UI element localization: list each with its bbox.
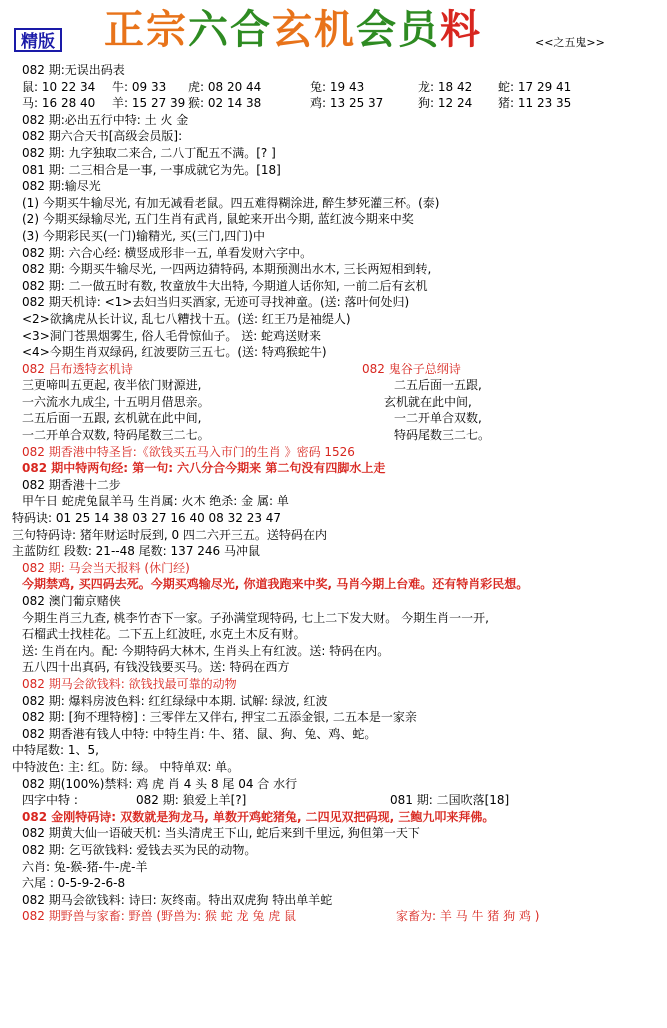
text-segment: 主蓝防红 段数: 21--48 尾数: 137 246 马冲鼠 [12,544,260,559]
text-segment: 082 期: 今期买牛输尽光, 一四两边猜特码, 本期预测出水木, 三长两短相到转, [22,262,432,277]
text-segment: 一六流水九成尘, 十五明月借思亲。 [22,394,210,409]
text-line [0,328,667,345]
text-segment: 082 鬼谷子总纲诗 [362,361,461,376]
text-segment: 特码尾数三二七。 [394,428,491,443]
text-segment: 082 期: 爆料房波色料: 红红绿绿中本期. 试解: 绿波, 红波 [22,693,328,708]
text-segment: 082 期黄大仙一语破天机: 当头清虎王下山, 蛇后来到千里远, 狗但第一天下 [22,826,420,841]
text-segment: 082 期中特两句经: 第一句: 六八分合今期来 第二句没有四脚水上走 [22,461,386,476]
text-segment: 五八四十出真码, 有钱没钱要买马。送: 特码在西方 [22,660,290,675]
text-segment: 一二开单合双数, [394,411,482,426]
text-segment: <3>洞门苍黑烟雾生, 俗人毛骨惊仙子。 送: 蛇鸡送财来 [22,328,322,343]
text-segment: 虎: 08 20 44 [188,79,262,94]
text-segment: 082 期六合天书[高级会员版]: [22,129,183,144]
text-segment: 082 期: 九字独取二来合, 二八丁配五不满。[? ] [22,145,276,160]
text-line [0,908,667,925]
text-line [0,195,667,212]
text-line [0,62,667,79]
title-part: 料 [440,6,482,53]
text-segment: 082 期: 狼爱上羊[?] [136,793,247,808]
text-line [0,809,667,826]
text-segment: 082 期:输尽光 [22,179,101,194]
page-title [104,6,482,54]
text-line [0,444,667,461]
text-segment: 082 期: 马会当天报料 (休门经) [22,560,190,575]
text-line [0,792,667,809]
text-segment: 玄机就在此中间, [384,394,472,409]
text-line [0,344,667,361]
text-segment: 082 金刚特码诗: 双数就是狗龙马, 单数开鸡蛇猪兔, 二四见双把码现, 三鲍九叩来拜佛。 [22,809,495,824]
text-segment: 牛: 09 33 [112,79,167,94]
text-line [0,477,667,494]
text-segment: (1) 今期买牛输尽光, 有加无减看老鼠。四五难得糊涂进, 醉生梦死灌三杯。(泰) [22,195,440,210]
text-line [0,427,667,444]
text-segment: 三更啼叫五更起, 夜半依门财源进, [22,378,202,393]
text-segment: 今期禁鸡, 买四码去死。今期买鸡输尽光, 你道我跑来中奖, 马肖今期上台难。还有特肖彩民想。 [22,577,529,592]
text-segment: 三句特码诗: 猪年财运时辰到, 0 四二六开三五。送特码在内 [12,527,327,542]
text-line [0,659,667,676]
text-segment: <2>欲擒虎从长计议, 乱七八糟找十五。(送: 红王乃是袖缇人) [22,311,351,326]
text-segment: 082 澳门葡京赌侠 [22,594,121,608]
text-segment: 081 期: 二国吹落[18] [390,793,510,808]
text-segment: 家畜为: 羊 马 牛 猪 狗 鸡 ) [396,909,540,924]
text-line [0,742,667,759]
title-part: 玄机 [272,6,356,53]
text-segment: 082 期马会欲钱料: 欲钱找最可靠的动物 [22,676,237,691]
text-segment: 082 期野兽与家畜: 野兽 (野兽为: 猴 蛇 龙 兔 虎 鼠 [22,909,297,924]
title-part: 六合 [188,6,272,53]
text-line [0,211,667,228]
text-line [0,361,667,378]
text-segment: 082 期: 乞丐欲钱料: 爱钱去买为民的动物。 [22,842,257,857]
text-line [0,493,667,510]
text-segment: 羊: 15 27 39 [112,96,186,111]
title-part: 会员 [356,6,440,53]
text-segment: 082 期:无误出码表 [22,63,125,77]
text-segment: 082 期天机诗: <1>去妇当归买酒家, 无迹可寻找神童。(送: 落叶何处归) [22,295,410,310]
text-line [0,543,667,560]
text-segment: 中特尾数: 1、5, [12,743,99,758]
page-header [0,0,667,60]
text-segment: 鸡: 13 25 37 [310,96,384,111]
text-line [0,527,667,544]
text-segment: 082 期香港中特圣旨:《欲钱买五马入市门的生肖 》密码 1526 [22,444,355,459]
text-segment: 猪: 11 23 35 [498,96,572,111]
text-line [0,145,667,162]
text-segment: (3) 今期彩民买(一门)输精光, 买(三门,四门)中 [22,228,265,243]
text-line [0,510,667,527]
text-line [0,626,667,643]
text-segment: 082 期:必出五行中特: 土 火 金 [22,112,189,127]
text-segment: 082 吕布透特玄机诗 [22,361,133,376]
text-segment: 二五后面一五跟, [394,378,482,393]
text-line [0,162,667,179]
text-line [0,726,667,743]
text-line [0,875,667,892]
text-segment: 兔: 19 43 [310,79,365,94]
text-line [0,95,667,112]
text-segment: 082 期香港十二步 [22,477,121,492]
text-segment: 中特波色: 主: 红。防: 绿。 中特单双: 单。 [12,759,240,774]
text-line [0,245,667,262]
text-line [0,394,667,411]
signature: <<之五鬼>> [535,36,605,49]
text-line [0,825,667,842]
text-line [0,643,667,660]
text-line [0,311,667,328]
text-segment: 082 期: 六合心经: 横竖成形非一五, 单看发财六字中。 [22,245,313,260]
text-segment: 狗: 12 24 [418,96,473,111]
text-line [0,576,667,593]
text-line [0,410,667,427]
text-line [0,610,667,627]
text-segment: 龙: 18 42 [418,79,473,94]
text-segment: 082 期(100%)禁料: 鸡 虎 肖 4 头 8 尾 04 合 水行 [22,776,298,791]
text-line [0,460,667,477]
text-segment: 082 期: [狗不理特榜] : 三零伴左又伴右, 押宝二五添金银, 二五本是一家亲 [22,710,417,725]
text-line [0,593,667,610]
text-segment: <4>今期生肖双绿码, 红波要防三五七。(送: 特鸡猴蛇牛) [22,345,327,360]
text-segment: 082 期香港有钱人中特: 中特生肖: 牛、猪、鼠、狗、兔、鸡、蛇。 [22,726,377,741]
text-line [0,377,667,394]
text-line [0,759,667,776]
edition-badge: 精版 [14,28,62,52]
text-line [0,842,667,859]
text-segment: 一二开单合双数, 特码尾数三二七。 [22,428,210,443]
text-segment: 特码诀: 01 25 14 38 03 27 16 40 08 32 23 47 [12,511,282,526]
text-segment: 四字中特 : [22,793,78,808]
text-line [0,560,667,577]
text-segment: 081 期: 二三相合是一事, 一事成就它为先。[18] [22,162,281,177]
title-part: 正宗 [104,6,188,53]
content-lines [0,62,667,925]
text-line [0,709,667,726]
text-segment: 六尾 : 0-5-9-2-6-8 [22,876,126,891]
text-segment: 甲午日 蛇虎兔鼠羊马 生肖属: 火木 绝杀: 金 属: 单 [22,494,289,509]
text-segment: 082 期马会欲钱料: 诗曰: 灰终南。特出双虎狗 特出单羊蛇 [22,892,333,907]
text-segment: 猴: 02 14 38 [188,96,262,111]
text-line [0,278,667,295]
text-segment: 今期生肖三九查, 桃李竹杏下一家。子孙满堂现特码, 七上二下发大财。 今期生肖一一开, [22,610,489,625]
text-line [0,261,667,278]
text-line [0,128,667,145]
text-line [0,859,667,876]
text-segment: (2) 今期买绿输尽光, 五门生肖有武肖, 鼠蛇来开出今期, 蓝红波今期来中奖 [22,212,414,227]
text-line [0,676,667,693]
text-line [0,776,667,793]
text-segment: 082 期: 二一做五时有数, 牧童放牛大出特, 今期道人话你知, 一前二后有玄机 [22,278,428,293]
text-line [0,112,667,129]
text-line [0,228,667,245]
text-segment: 鼠: 10 22 34 [22,79,96,94]
text-segment: 石榴武士找桂花。二下五上红波旺, 水克土木反有财。 [22,627,306,642]
text-line [0,892,667,909]
text-line [0,693,667,710]
text-line [0,79,667,96]
text-segment: 蛇: 17 29 41 [498,79,572,94]
text-line [0,294,667,311]
text-segment: 马: 16 28 40 [22,96,96,111]
text-segment: 六肖: 兔-猴-猪-牛-虎-羊 [22,859,148,874]
text-segment: 二五后面一五跟, 玄机就在此中间, [22,411,202,426]
text-line [0,178,667,195]
text-segment: 送: 生肖在内。配: 今期特码大林木, 生肖头上有红波。送: 特码在内。 [22,643,390,658]
